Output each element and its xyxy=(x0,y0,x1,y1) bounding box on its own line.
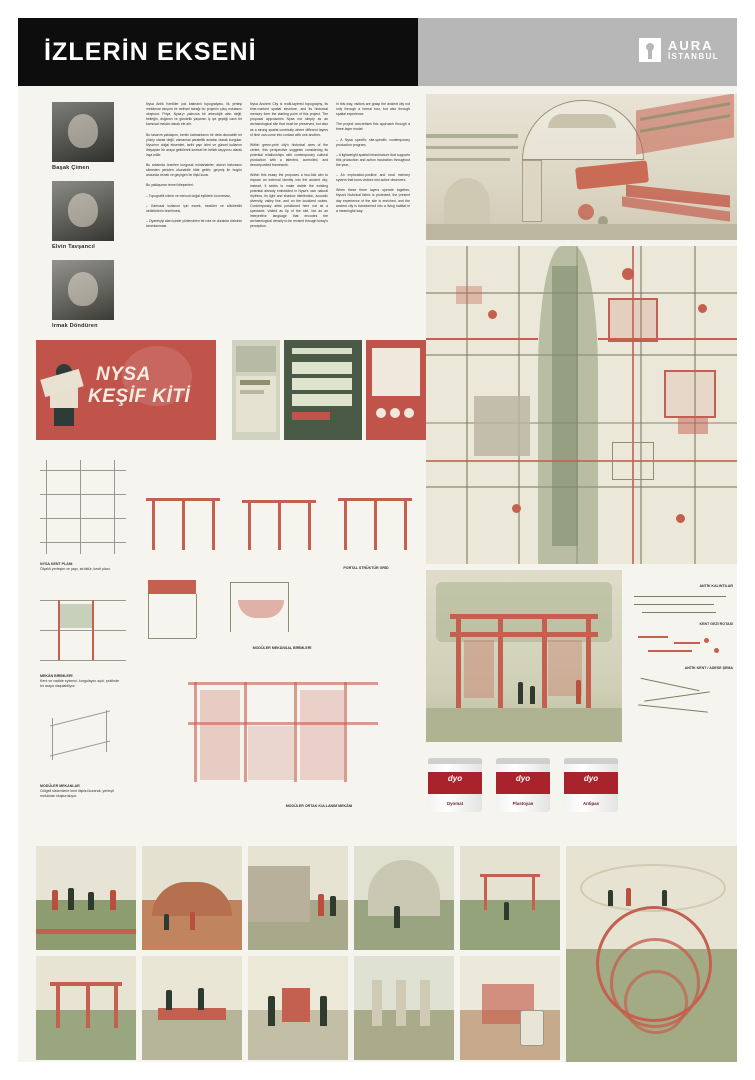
caption-body: Kent ve vadide eylemci, kurgulayıcı açık, şeklinde bir araya ulaşılabiliyor. xyxy=(40,679,120,689)
paragraph: – A Nysa specific site-specific contemporary production program, xyxy=(336,137,410,147)
aura-logo-icon xyxy=(639,38,661,62)
analysis-diagrams xyxy=(628,570,737,742)
paragraph: Bu yaklaşımın temel bileşenleri: xyxy=(146,183,194,188)
body-text-column-2 xyxy=(250,102,328,235)
paragraph: – Kamusal kullanım için esnek, modüler ve sökülebilir strüktürlerin önerilmesi, xyxy=(146,203,242,213)
can-lid xyxy=(496,758,550,764)
gallery-cell xyxy=(248,956,348,1060)
kit-title-line-2: KEŞİF KİTİ xyxy=(88,386,191,407)
caption-body: Ölçekli yerleşim ve yapı, strüktür, kesit planı. xyxy=(40,567,111,572)
scene-gallery xyxy=(36,846,737,1062)
diagram-label: ANTİK KALINTILAR xyxy=(699,584,733,588)
paragraph: – A lightweight spatial infrastructure that supports this production and action incubation throughout the year, xyxy=(336,152,410,167)
caption-title: MODÜLER MEKÂNSAL BİRİMLERİ xyxy=(252,646,312,650)
paint-can xyxy=(564,758,618,812)
gallery-cell xyxy=(354,846,454,950)
drawing-shared-module xyxy=(178,668,388,800)
team-member xyxy=(52,260,122,329)
gallery-cell xyxy=(142,956,242,1060)
caption-title: MEKÂN BİRİMLERİ xyxy=(40,674,73,678)
intro-section xyxy=(18,86,418,329)
caption-body: Gölgeli sistemlerle kent ilişkisi kurarak, yerleşti mekânlar oluşturuluyor. xyxy=(40,789,114,799)
poster-sheet xyxy=(18,18,737,1062)
paragraph: When these three layers operate together, Nysa's historical fabric is protected; the present day experience of the site is enriched, and the ancient city is transformed into a living habitat in a meaningful way. xyxy=(336,188,410,213)
site-master-plan xyxy=(426,246,737,564)
body-text-column-3 xyxy=(336,102,410,219)
team-member-name: Başak Çimen xyxy=(52,165,90,171)
paragraph: Within this essay the proposes a two-fold aim to impose an external identity into the ancient city; instead, it seeks to make visible the existing potential already embedded in Nysa's own natural rhythms, its light and shadow distribution, acoustic diversity, valley line, and on the localized routes. Contemporary artist positioned here not as a spectacle, visited as tip of the site, but as an interpretive language that encodes the archaeological density to be revised through today's perception. xyxy=(250,173,328,229)
team-member xyxy=(52,102,122,171)
avatar xyxy=(52,102,114,162)
drawing-plan-grid xyxy=(40,460,126,554)
aura-logo xyxy=(639,38,719,62)
gallery-cell xyxy=(460,956,560,1060)
caption-shared-module xyxy=(254,804,384,809)
diagram-label: ANTİK KENT / ADESE ŞEMA xyxy=(684,666,733,670)
drawing-module-axon xyxy=(40,708,126,778)
diagram-label: KENT GEZİ ROTASI xyxy=(699,622,733,626)
caption-unit-modules xyxy=(222,646,342,651)
caption-moduler-mekanlar xyxy=(40,784,124,800)
can-product: Plastoyan xyxy=(512,801,534,806)
paragraph: Nysa Ancient City is multi-layered topography, its time-marked spatial structure, and its historical memory form the starting point of this project. The proposal approaches Nysa not simply as an archaeological site that must be preserved, but also as a strong spatial continuity where different layers of time can come into contact with one another. xyxy=(250,102,328,137)
avatar xyxy=(52,181,114,241)
paint-product-row xyxy=(426,752,622,818)
paragraph: – Ziyaretçiyi alan içinde yönlendiren bir rota ve duraklar dizisinin tanımlanması. xyxy=(146,218,242,228)
caption-mekan-birimleri xyxy=(40,674,124,690)
drawing-portal-series xyxy=(142,484,418,562)
paragraph: – An exploration-positive and rural memory system that turns visitors into active observers. xyxy=(336,173,410,183)
paragraph: – Topografik izlerin ve mevcut doğal eşiklerin korunması, xyxy=(146,193,231,198)
caption-portal xyxy=(314,566,418,571)
kit-banner xyxy=(36,340,216,440)
gallery-cell xyxy=(142,846,242,950)
can-brand: dyo xyxy=(583,774,599,783)
paragraph: Bu tasarım yaklaşımı, kentin katmanlarını bir defa okunabilir bir yüzey olarak değil, zamansal paralellik anlatısı olarak kurgular. Nysa'nın doğal eksenleri, tarihi yapı izleri ve güncel kullanım ihtiyaçları bir araya getirilerek kentsel bir bellek taşıyıcısı olarak inşa edilir. xyxy=(146,132,242,157)
can-product: Antipas xyxy=(582,801,600,806)
gallery-cell xyxy=(248,846,348,950)
caption-title: MODÜLER ORTAK KULLANIM MEKÂNI xyxy=(285,804,353,808)
gallery-cell xyxy=(460,846,560,950)
paint-can xyxy=(428,758,482,812)
kit-title-line-1: NYSA xyxy=(96,364,151,385)
collage-hero-image xyxy=(426,94,737,240)
gallery-cell-large xyxy=(566,846,737,1062)
team-member xyxy=(52,181,122,250)
brochure-cover-3 xyxy=(366,340,426,440)
paint-can xyxy=(496,758,550,812)
drawing-module-elevation xyxy=(40,594,126,668)
paragraph: Within green-print city's historical axes of the centre, this perspective suggests considering its potential relationships with contemporary cultural production with a talented, controlled, and decomposited framework. xyxy=(250,142,328,168)
brochure-cover-1 xyxy=(232,340,280,440)
gallery-cell xyxy=(354,956,454,1060)
can-lid xyxy=(564,758,618,764)
team-member-name: Irmak Döndüren xyxy=(52,323,98,329)
team-portraits xyxy=(52,102,122,339)
logo-line-1: AURA xyxy=(667,38,714,54)
avatar xyxy=(52,260,114,320)
can-lid xyxy=(428,758,482,764)
paragraph: The project concretizes this approach through a three-layer model: xyxy=(336,122,410,132)
caption-title: PORTAL STRÜKTÜR GRİD xyxy=(343,566,389,570)
team-member-name: Elvin Tavşancıl xyxy=(52,244,96,250)
can-product: Dyomat xyxy=(446,801,464,806)
perspective-render xyxy=(426,570,622,742)
paragraph: In this way, visitors are grasp the ancient city not only through a formal tour, but also through spatial experience. xyxy=(336,102,410,117)
brochure-cover-2 xyxy=(284,340,362,440)
drawing-unit-cube-b xyxy=(222,574,300,644)
can-brand: dyo xyxy=(515,774,531,783)
page-title: İZLERİN EKSENİ xyxy=(44,38,257,66)
paragraph: Bu anlamda önerilen kurgusal müdahaleler, alanın hafızasını silmeden yeniden okunabilir hâle getirir; geçmiş ile bugün arasında esnek ve geçirgen bir ilişki kurar. xyxy=(146,163,242,178)
paragraph: Nysa Antik Kentliler çok katmanlı topografyası, ilk yerleşi mekânsal oluşum ve tarihsel tabağı bu projenin çıkış noktasını oluşturur. Priya, Nysa'yı yalnızca bir arkeolojik alan değil; belleğin, doğanın ve gündelik yaşamın iç içe geçtiği canlı bir kamusal mekân olarak ele alır. xyxy=(146,102,242,127)
body-text-column-1 xyxy=(146,102,242,234)
drawing-unit-cube-a xyxy=(142,574,206,644)
caption-title: MODÜLER MEKANLAR xyxy=(40,784,80,788)
gallery-cell xyxy=(36,956,136,1060)
caption-title: NYSA KENT PLANI xyxy=(40,562,73,566)
caption-nysa-plan xyxy=(40,562,124,572)
can-brand: dyo xyxy=(447,774,463,783)
logo-line-2: İSTANBUL xyxy=(667,51,719,61)
gallery-cell xyxy=(36,846,136,950)
